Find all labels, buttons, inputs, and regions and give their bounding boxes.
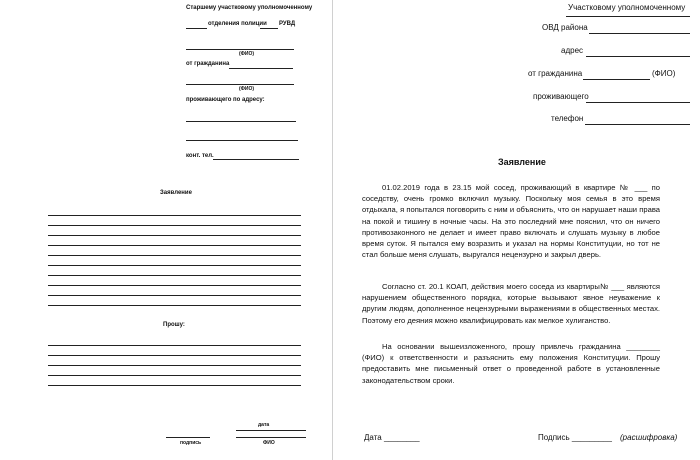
address-line-2 [186, 140, 298, 141]
addressee-label: Старшему участковому уполномоченному [186, 5, 313, 11]
rovd-line [260, 28, 278, 29]
residing-line [586, 102, 690, 103]
decode-label: (расшифровка) [620, 433, 678, 442]
residing-label: проживающего по адресу: [186, 97, 265, 103]
statement-title: Заявление [498, 157, 546, 167]
fio-line [236, 437, 306, 438]
fio-label: ФИО [263, 440, 275, 446]
ovd-line [589, 33, 690, 34]
officer-name-line [186, 49, 294, 50]
date-line [236, 430, 306, 431]
address-label: адрес [561, 46, 584, 55]
signature-label: Подпись _________ [538, 433, 612, 442]
from-citizen-label: от гражданина [186, 61, 230, 67]
form-title: Заявление [160, 190, 192, 196]
date-label: Дата ________ [364, 433, 420, 442]
request-label: Прошу: [163, 322, 185, 328]
dept-number-line [186, 28, 207, 29]
phone-label: телефон [551, 114, 584, 123]
fio-paren: (ФИО) [652, 69, 676, 78]
phone-line [585, 124, 690, 125]
addressee-line [566, 16, 690, 17]
phone-label: конт. тел. [186, 153, 214, 159]
phone-line [213, 159, 299, 160]
citizen-line [583, 79, 650, 80]
date-label: дата [258, 422, 270, 428]
statement-paragraph: Согласно ст. 20.1 КОАП, действия моего соседа из квартиры№ ___ являются нарушением общественного порядка, которые вызывают явное неуважение к другим людям, дополненное нецензурными выражениями в общественных местах. Поэтому его деяния можно квалифицировать как мелкое хулиганство. [362, 282, 660, 325]
address-line [586, 56, 690, 57]
residing-label: проживающего [533, 92, 589, 101]
police-dept-label: отделения полиции [208, 21, 267, 27]
from-label: от гражданина [528, 69, 583, 78]
fio-hint: (ФИО) [239, 86, 255, 92]
signature-line [166, 437, 210, 438]
simple-form-page [0, 0, 330, 460]
address-line-1 [186, 121, 296, 122]
addressee-label: Участковому уполномоченному [568, 3, 686, 12]
sample-statement-page [334, 0, 700, 460]
statement-paragraph: На основании вышеизложенного, прошу привлечь гражданина ________ (ФИО) к ответственности и разъяснить ему положения Конституции. Прошу предоставить мне письменный ответ о проведенной работе в установленные законодательством сроки. [362, 342, 660, 385]
rovd-label: РУВД [279, 21, 296, 27]
signature-label: подпись [180, 440, 202, 446]
statement-paragraph: 01.02.2019 года в 23.15 мой сосед, проживающий в квартире № ___ по соседству, очень громко включил музыку. Поскольку моя семья в это время отдыхала, я попытался поговорить с ним и объяснить, что он нарушает наши права на покой и тишину в ночные часы. На это последний мне пояснил, что он ничего противозаконного не делает и имеет право включать и слушать музыку в любое время суток. Я пытался ему возразить и указал на нормы Конституции, но тот не стал больше меня слушать, выругался нецензурно и закрыл дверь. [362, 183, 660, 260]
citizen-line-1 [229, 68, 293, 69]
fio-hint: (ФИО) [239, 51, 255, 57]
page-divider [332, 0, 333, 460]
ovd-label: ОВД района [542, 23, 588, 32]
citizen-line-2 [186, 84, 294, 85]
